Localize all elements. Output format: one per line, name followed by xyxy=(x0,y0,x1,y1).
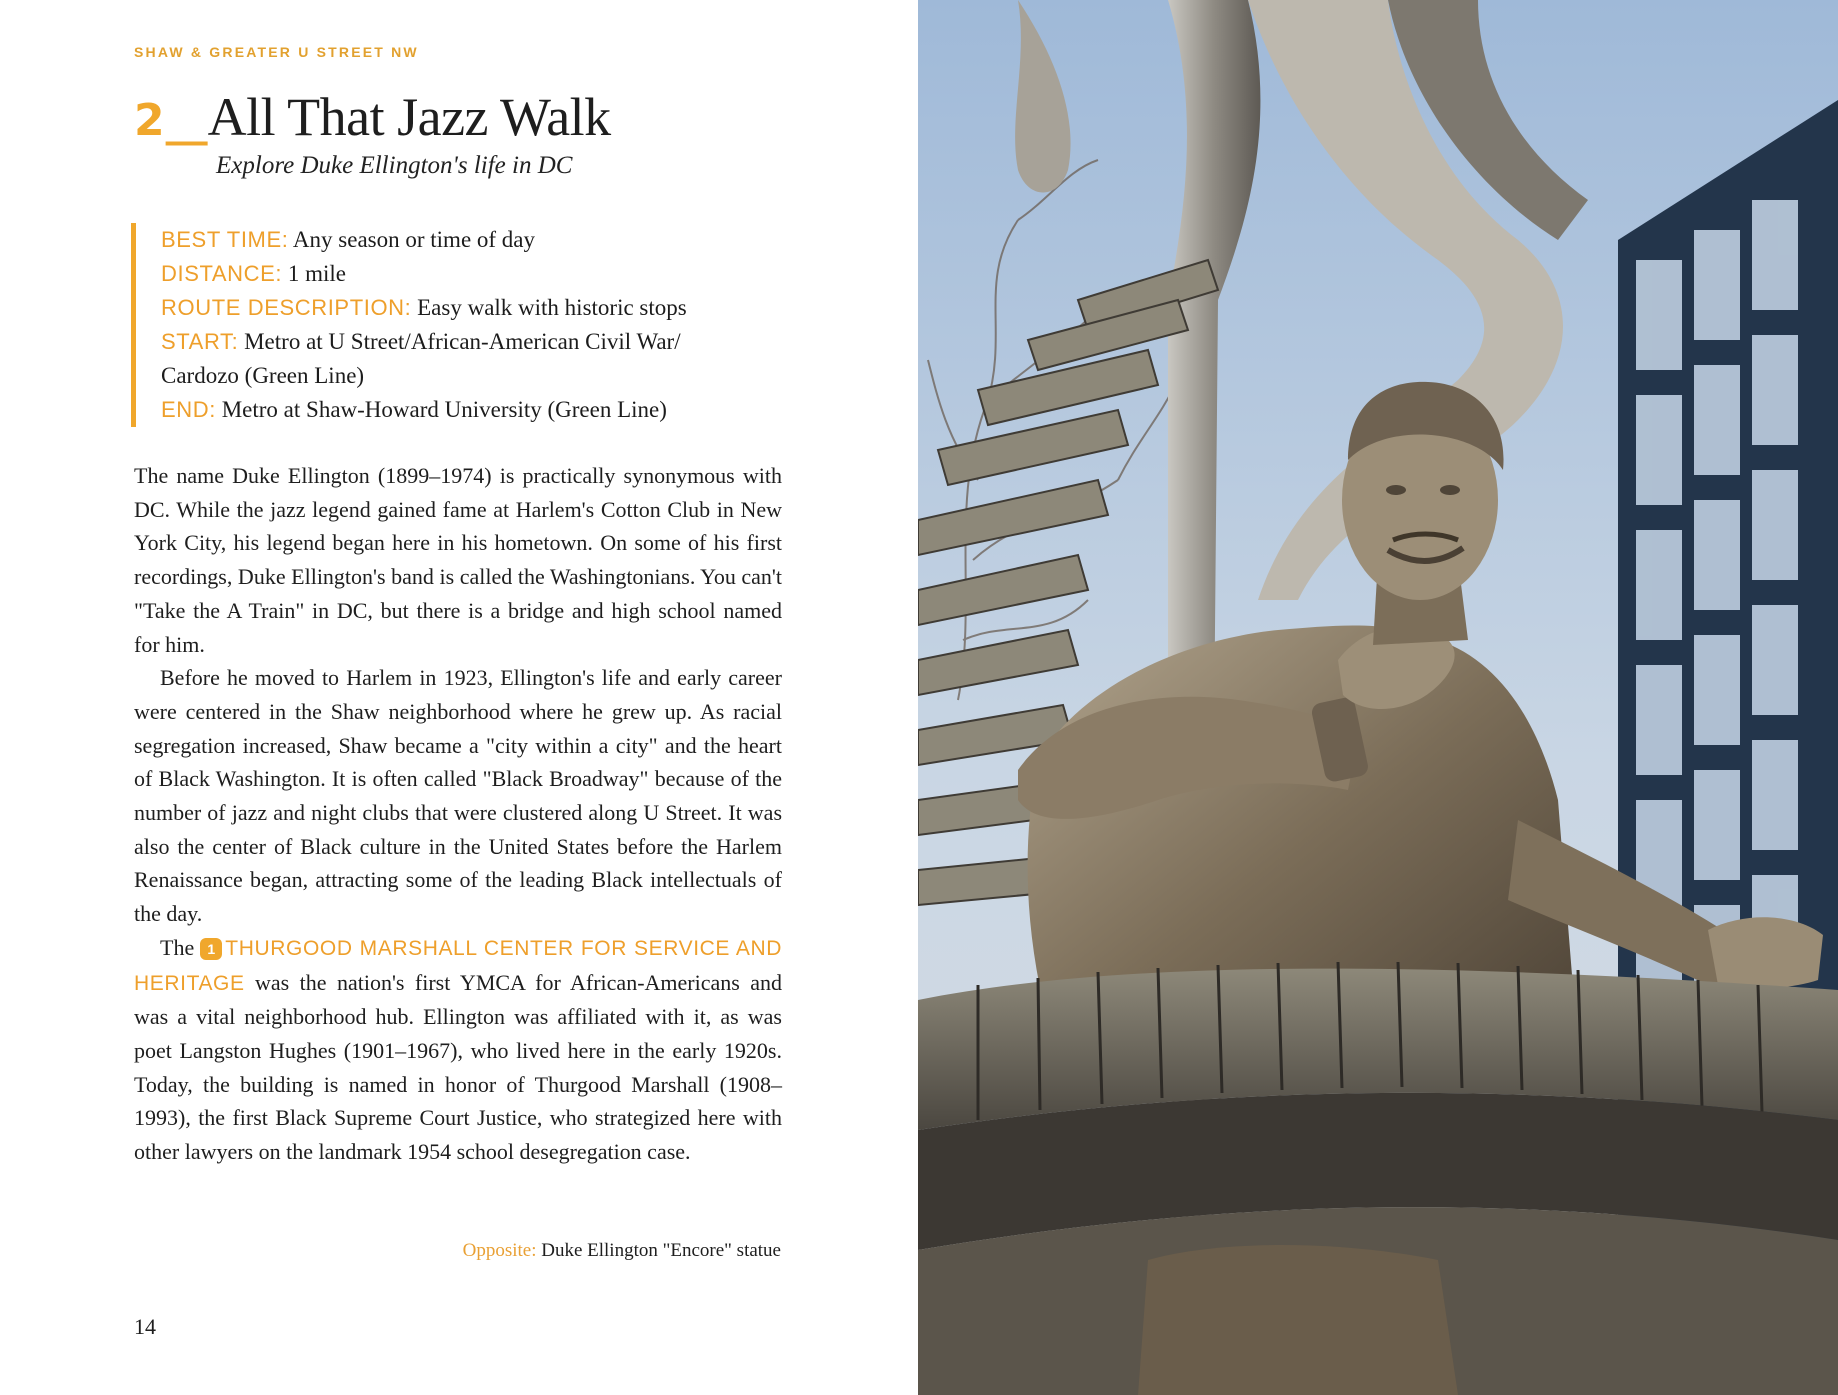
info-best-time xyxy=(161,223,821,257)
info-route-description xyxy=(161,291,821,325)
info-label: ROUTE DESCRIPTION: xyxy=(161,295,412,320)
info-start xyxy=(161,325,821,359)
poi-name: THURGOOD MARSHALL CENTER FOR SERVICE AND HERITAGE xyxy=(134,936,782,995)
info-label: BEST TIME: xyxy=(161,227,289,252)
walk-number-rule: __ xyxy=(165,95,206,146)
body-text xyxy=(134,459,782,1169)
paragraph-3-text: was the nation's first YMCA for African-Americans and was a vital neighborhood hub. Ellington was affiliated with it, as was poet Langston Hughes (1901–1967), who lived here in the early 1920s. Today, the building is named in honor of Thurgood Marshall (1908–1993), the first Black Supreme Court Justice, who strategized here with other lawyers on the landmark 1954 school desegregation case. xyxy=(134,969,782,1165)
info-value: Metro at Shaw-Howard University (Green Line) xyxy=(215,397,667,422)
paragraph-3 xyxy=(134,931,782,1169)
walk-title-row xyxy=(134,86,611,156)
left-page xyxy=(0,0,917,1395)
statue-illustration xyxy=(918,0,1838,1395)
info-label: DISTANCE: xyxy=(161,261,283,286)
info-value: 1 mile xyxy=(282,261,347,286)
info-value: Any season or time of day xyxy=(288,227,536,252)
info-start-continued xyxy=(161,359,821,393)
walk-number: 2 xyxy=(134,95,166,146)
poi-marker-1: 1 xyxy=(200,938,222,960)
running-head: SHAW & GREATER U STREET NW xyxy=(134,44,419,60)
info-label: START: xyxy=(161,329,239,354)
walk-info-box xyxy=(131,223,821,427)
info-label: END: xyxy=(161,397,216,422)
info-end xyxy=(161,393,821,427)
info-distance xyxy=(161,257,821,291)
curved-keyboard xyxy=(918,962,1838,1395)
walk-title: All That Jazz Walk xyxy=(207,87,611,147)
info-value: Metro at U Street/African-American Civil War/ xyxy=(238,329,681,354)
info-value: Cardozo (Green Line) xyxy=(161,363,365,388)
page-number: 14 xyxy=(134,1314,156,1339)
walk-subtitle: Explore Duke Ellington's life in DC xyxy=(216,152,573,179)
paragraph-1: The name Duke Ellington (1899–1974) is practically synonymous with DC. While the jazz legend gained fame at Harlem's Cotton Club in New York City, his legend began here in his hometown. On some of his first recordings, Duke Ellington's band is called the Washingtonians. You can't "Take the A Train" in DC, but there is a bridge and high school named for him. xyxy=(134,463,782,657)
paragraph-3-lead: The xyxy=(160,934,201,960)
photo-caption xyxy=(463,1240,781,1262)
info-value: Easy walk with historic stops xyxy=(411,295,687,320)
statue-photo xyxy=(918,0,1838,1395)
paragraph-2: Before he moved to Harlem in 1923, Ellington's life and early career were centered in the Shaw neighborhood where he grew up. As racial segregation increased, Shaw became a "city within a city" and the heart of Black Washington. It is often called "Black Broadway" because of the number of jazz and night clubs that were clustered along U Street. It was also the center of Black culture in the United States before the Harlem Renaissance began, attracting some of the leading Black intellectuals of the day. xyxy=(134,665,782,927)
caption-text: Duke Ellington "Encore" statue xyxy=(536,1240,781,1261)
caption-label: Opposite: xyxy=(462,1240,537,1261)
